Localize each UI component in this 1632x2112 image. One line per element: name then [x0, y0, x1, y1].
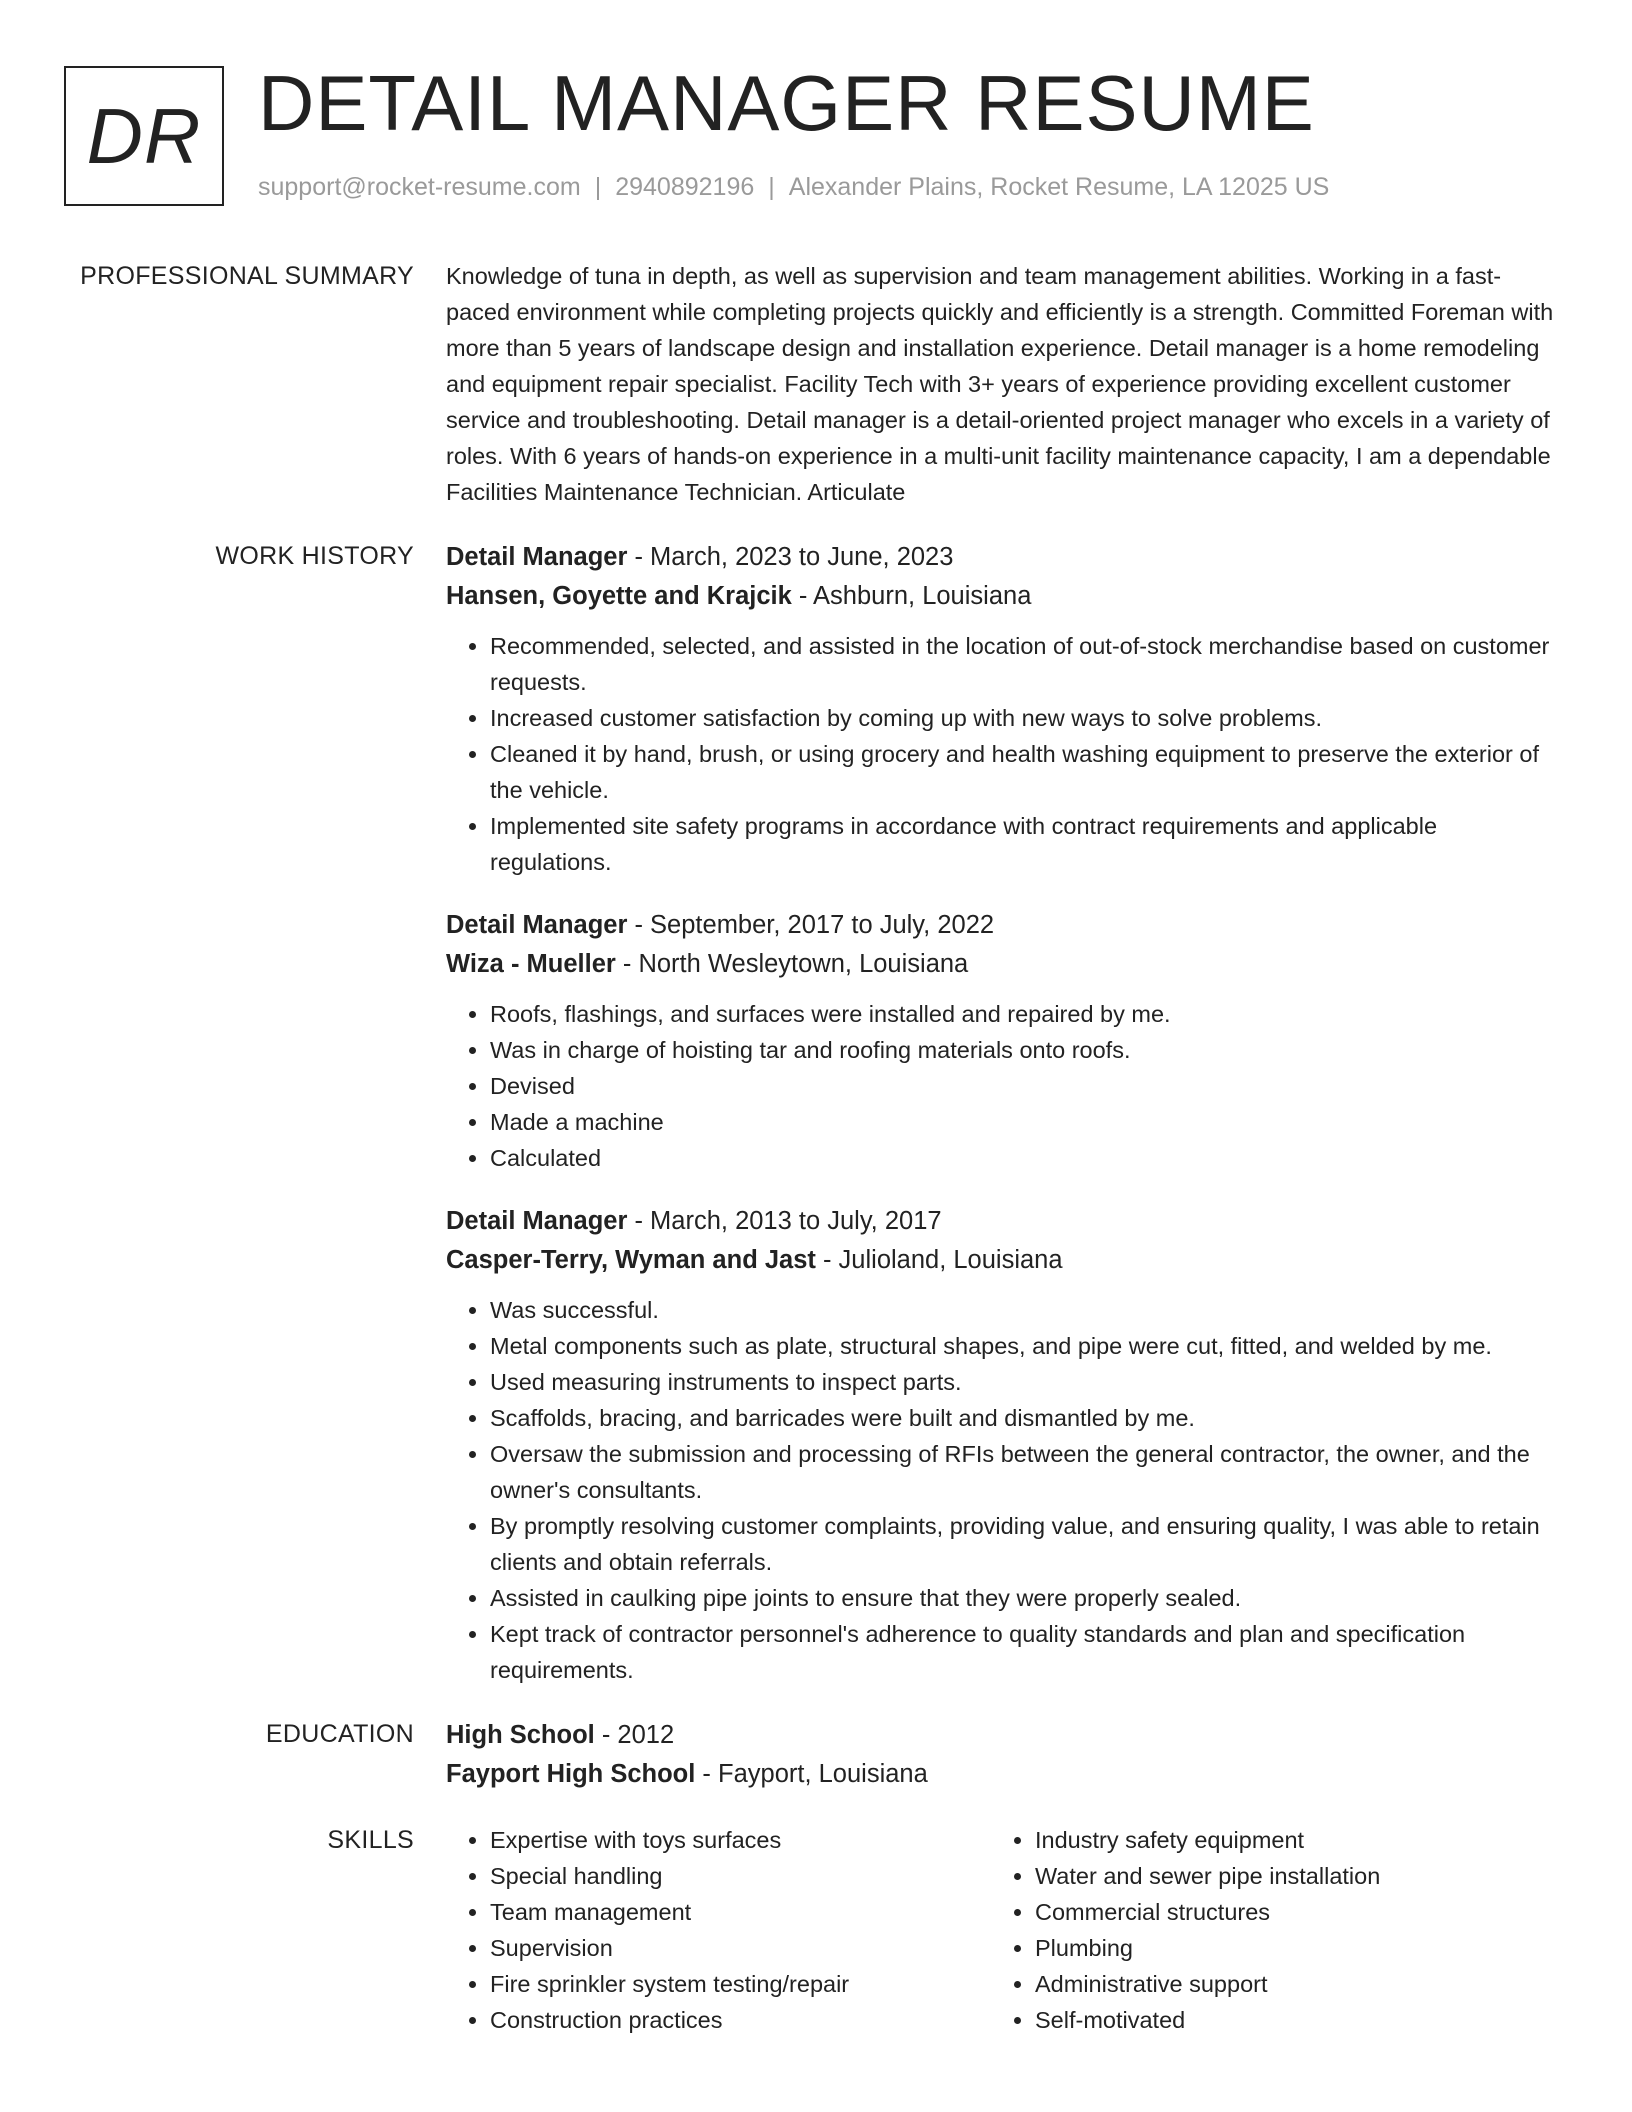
job-company-line [446, 1241, 1558, 1280]
section-label-education: EDUCATION [265, 1720, 414, 1748]
job-location: - North Wesleytown, Louisiana [615, 950, 969, 978]
education-school-line [446, 1755, 1558, 1794]
skill-item: • Self-motivated [1035, 2002, 1536, 2038]
section-education [64, 1716, 1564, 1794]
section-body-skills [446, 1822, 1558, 2038]
skill-item: • Construction practices [490, 2002, 991, 2038]
section-body-work-history [446, 538, 1558, 1688]
section-body-summary [446, 258, 1558, 510]
list-item: • Increased customer satisfaction by coming up with new ways to solve problems. [490, 700, 1558, 736]
list-item: • Metal components such as plate, structural shapes, and pipe were cut, fitted, and welded by me. [490, 1328, 1558, 1364]
job-bullets [446, 1292, 1558, 1688]
job-company-line [446, 577, 1558, 616]
skill-item: • Supervision [490, 1930, 991, 1966]
education-location: - Fayport, Louisiana [695, 1760, 928, 1788]
list-item: • Calculated [490, 1140, 1558, 1176]
job-company-line [446, 945, 1558, 984]
job-title-line [446, 906, 1558, 945]
job-location: - Ashburn, Louisiana [791, 582, 1032, 610]
education-year: - 2012 [594, 1721, 675, 1749]
section-summary [64, 258, 1564, 510]
contact-email[interactable]: support@rocket-resume.com [258, 173, 581, 201]
section-label-work-history: WORK HISTORY [215, 542, 414, 570]
list-item: • Implemented site safety programs in accordance with contract requirements and applicable regulations. [490, 808, 1558, 880]
list-item: • Cleaned it by hand, brush, or using grocery and health washing equipment to preserve the exterior of the vehicle. [490, 736, 1558, 808]
job-entry [446, 906, 1558, 1176]
job-dates: - March, 2013 to July, 2017 [627, 1207, 942, 1235]
skill-item: • Plumbing [1035, 1930, 1536, 1966]
contact-separator: | [594, 173, 602, 201]
list-item: • Was in charge of hoisting tar and roofing materials onto roofs. [490, 1032, 1558, 1068]
section-skills [64, 1822, 1564, 2038]
job-location: - Julioland, Louisiana [815, 1246, 1063, 1274]
list-item: • Made a machine [490, 1104, 1558, 1140]
education-degree: High School [446, 1721, 595, 1749]
contact-line [258, 172, 1329, 202]
skill-item: • Special handling [490, 1858, 991, 1894]
section-label-skills: SKILLS [327, 1826, 414, 1854]
list-item: • Recommended, selected, and assisted in the location of out-of-stock merchandise based on customer requests. [490, 628, 1558, 700]
resume-header [64, 59, 1564, 214]
skills-list-left [446, 1822, 991, 2038]
list-item: • By promptly resolving customer complaints, providing value, and ensuring quality, I was able to retain clients and obtain referrals. [490, 1508, 1558, 1580]
skill-item: • Administrative support [1035, 1966, 1536, 2002]
job-bullets [446, 628, 1558, 880]
page-title: DETAIL MANAGER RESUME [258, 59, 1315, 147]
education-degree-line [446, 1716, 1558, 1755]
job-entry [446, 538, 1558, 880]
contact-phone[interactable]: 2940892196 [615, 173, 755, 201]
education-school: Fayport High School [446, 1760, 696, 1788]
job-entry [446, 1202, 1558, 1688]
skill-item: • Expertise with toys surfaces [490, 1822, 991, 1858]
resume-content [64, 258, 1564, 2066]
summary-text: Knowledge of tuna in depth, as well as supervision and team management abilities. Working in a fast-paced environment while completing projects quickly and efficiently is a strength. Committed Foreman with more than 5 years of landscape design and installation experience. Detail manager is a home remodeling and equipment repair specialist. Facility Tech with 3+ years of experience providing excellent customer service and troubleshooting. Detail manager is a detail-oriented project manager who excels in a variety of roles. With 6 years of hands-on experience in a multi-unit facility maintenance capacity, I am a dependable Facilities Maintenance Technician. Articulate [446, 263, 1554, 505]
skill-item: • Commercial structures [1035, 1894, 1536, 1930]
job-company: Hansen, Goyette and Krajcik [446, 582, 792, 610]
section-body-education [446, 1716, 1558, 1794]
skill-item: • Water and sewer pipe installation [1035, 1858, 1536, 1894]
list-item: • Used measuring instruments to inspect parts. [490, 1364, 1558, 1400]
list-item: • Kept track of contractor personnel's adherence to quality standards and plan and specification requirements. [490, 1616, 1558, 1688]
skills-list-right [991, 1822, 1536, 2038]
list-item: • Was successful. [490, 1292, 1558, 1328]
job-title: Detail Manager [446, 911, 628, 939]
list-item: • Scaffolds, bracing, and barricades were built and dismantled by me. [490, 1400, 1558, 1436]
contact-separator: | [768, 173, 775, 201]
job-company: Casper-Terry, Wyman and Jast [446, 1246, 816, 1274]
section-label-summary: PROFESSIONAL SUMMARY [80, 262, 414, 290]
list-item: • Oversaw the submission and processing of RFIs between the general contractor, the owner, and the owner's consultants. [490, 1436, 1558, 1508]
section-work-history [64, 538, 1564, 1688]
job-company: Wiza - Mueller [446, 950, 616, 978]
job-dates: - September, 2017 to July, 2022 [627, 911, 995, 939]
skill-item: • Industry safety equipment [1035, 1822, 1536, 1858]
job-dates: - March, 2023 to June, 2023 [627, 543, 954, 571]
job-title-line [446, 538, 1558, 577]
list-item: • Devised [490, 1068, 1558, 1104]
monogram-logo: DR [64, 66, 224, 206]
skill-item: • Fire sprinkler system testing/repair [490, 1966, 991, 2002]
job-title: Detail Manager [446, 1207, 628, 1235]
skill-item: • Team management [490, 1894, 991, 1930]
list-item: • Assisted in caulking pipe joints to ensure that they were properly sealed. [490, 1580, 1558, 1616]
job-title: Detail Manager [446, 543, 628, 571]
list-item: • Roofs, flashings, and surfaces were installed and repaired by me. [490, 996, 1558, 1032]
job-bullets [446, 996, 1558, 1176]
contact-address: Alexander Plains, Rocket Resume, LA 12025 US [788, 173, 1330, 201]
job-title-line [446, 1202, 1558, 1241]
